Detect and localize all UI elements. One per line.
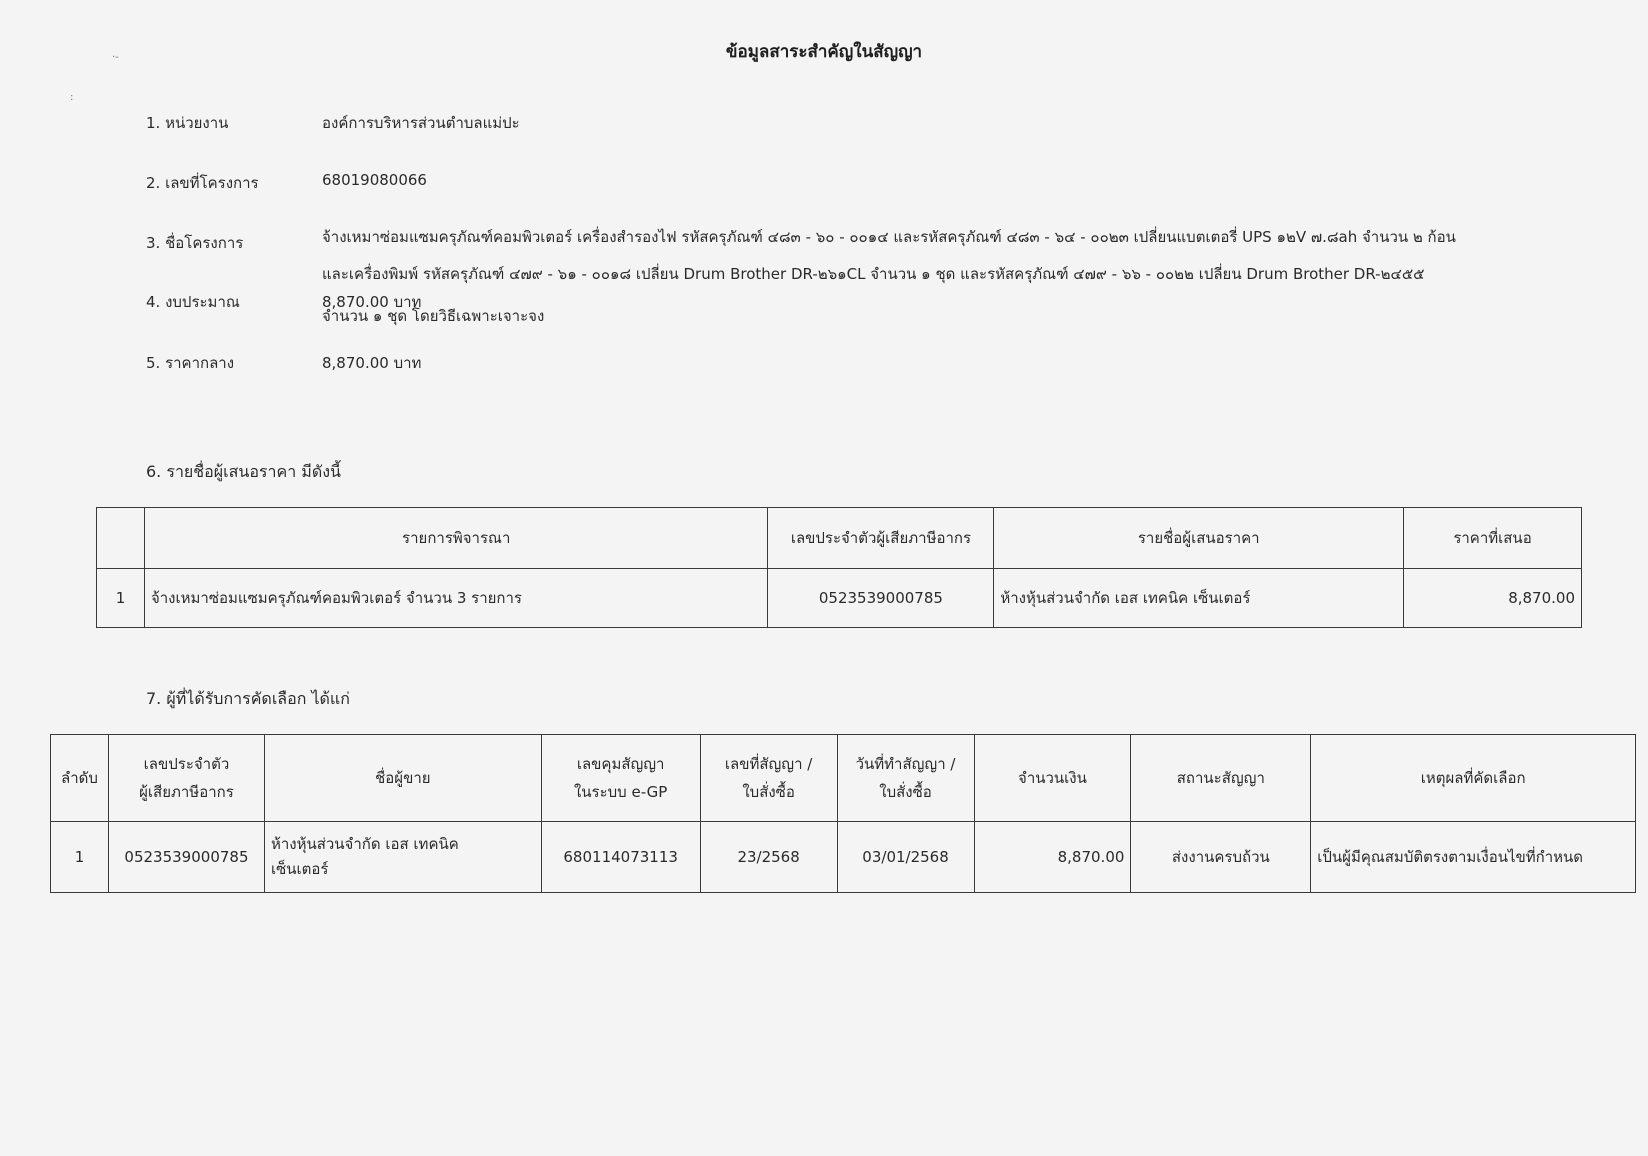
- column-header: เลขคุมสัญญา ในระบบ e-GP: [541, 735, 700, 822]
- row-number: 1: [51, 822, 109, 893]
- table-header-row: [97, 508, 1582, 569]
- table-row: [97, 569, 1582, 628]
- column-header: วันที่ทำสัญญา / ใบสั่งซื้อ: [837, 735, 974, 822]
- column-header: เลขประจำตัวผู้เสียภาษีอากร: [768, 508, 994, 569]
- field-label: 4. งบประมาณ: [146, 293, 240, 311]
- project-name-line: และเครื่องพิมพ์ รหัสครุภัณฑ์ ๔๗๙ - ๖๑ - ๐๐๑๘ เปลี่ยน Drum Brother DR-๒๖๑CL จำนวน ๑ ชุด และรหัสครุภัณฑ์ ๔๗๙ - ๖๖ - ๐๐๒๒ เปลี่ยน Drum Brother DR-๒๔๕๕: [322, 265, 1425, 283]
- seller-name: ห้างหุ้นส่วนจำกัด เอส เทคนิค เซ็นเตอร์: [264, 822, 541, 893]
- scan-speck: ·‐: [112, 52, 119, 63]
- field-value: 68019080066: [322, 171, 427, 189]
- column-header: จำนวนเงิน: [974, 735, 1131, 822]
- bidder-name: ห้างหุ้นส่วนจำกัด เอส เทคนิค เซ็นเตอร์: [994, 569, 1404, 628]
- contract-status: ส่งงานครบถ้วน: [1131, 822, 1311, 893]
- table-header-row: [51, 735, 1636, 822]
- field-value: องค์การบริหารส่วนตำบลแม่ปะ: [322, 114, 520, 132]
- column-header: เหตุผลที่คัดเลือก: [1311, 735, 1636, 822]
- column-header: เลขประจำตัว ผู้เสียภาษีอากร: [108, 735, 264, 822]
- column-header: ลำดับ: [51, 735, 109, 822]
- offered-price: 8,870.00: [1404, 569, 1582, 628]
- column-header: [97, 508, 145, 569]
- contract-number: 23/2568: [700, 822, 837, 893]
- project-name-line: จำนวน ๑ ชุด โดยวิธีเฉพาะเจาะจง: [322, 307, 545, 325]
- bidders-table: [96, 507, 1582, 628]
- tax-id: 0523539000785: [108, 822, 264, 893]
- field-value: 8,870.00 บาท: [322, 293, 422, 311]
- field-label: 1. หน่วยงาน: [146, 114, 229, 132]
- column-header: เลขที่สัญญา / ใบสั่งซื้อ: [700, 735, 837, 822]
- document-title: ข้อมูลสาระสำคัญในสัญญา: [725, 42, 923, 62]
- field-value: 8,870.00 บาท: [322, 354, 422, 372]
- column-header: รายชื่อผู้เสนอราคา: [994, 508, 1404, 569]
- field-label: 2. เลขที่โครงการ: [146, 174, 259, 192]
- selected-vendor-table: [50, 734, 1636, 893]
- egp-contract-control-number: 680114073113: [541, 822, 700, 893]
- column-header: ราคาที่เสนอ: [1404, 508, 1582, 569]
- field-label: 5. ราคากลาง: [146, 354, 235, 372]
- column-header: ชื่อผู้ขาย: [264, 735, 541, 822]
- contract-date: 03/01/2568: [837, 822, 974, 893]
- section-winner-heading: 7. ผู้ที่ได้รับการคัดเลือก ได้แก่: [146, 689, 350, 708]
- table-row: [51, 822, 1636, 893]
- section-bidders-heading: 6. รายชื่อผู้เสนอราคา มีดังนี้: [146, 462, 341, 481]
- item-description: จ้างเหมาซ่อมแซมครุภัณฑ์คอมพิวเตอร์ จำนวน 3 รายการ: [144, 569, 768, 628]
- field-label: 3. ชื่อโครงการ: [146, 234, 244, 252]
- contract-amount: 8,870.00: [974, 822, 1131, 893]
- row-number: 1: [97, 569, 145, 628]
- scan-speck: :: [70, 92, 74, 103]
- column-header: รายการพิจารณา: [144, 508, 768, 569]
- selection-reason: เป็นผู้มีคุณสมบัติตรงตามเงื่อนไขที่กำหนด: [1311, 822, 1636, 893]
- column-header: สถานะสัญญา: [1131, 735, 1311, 822]
- project-name-line: จ้างเหมาซ่อมแซมครุภัณฑ์คอมพิวเตอร์ เครื่องสำรองไฟ รหัสครุภัณฑ์ ๔๘๓ - ๖๐ - ๐๐๑๔ และรหัสครุภัณฑ์ ๔๘๓ - ๖๔ - ๐๐๒๓ เปลี่ยนแบตเตอรี่ UPS ๑๒V ๗.๘ah จำนวน ๒ ก้อน: [322, 228, 1456, 246]
- tax-id: 0523539000785: [768, 569, 994, 628]
